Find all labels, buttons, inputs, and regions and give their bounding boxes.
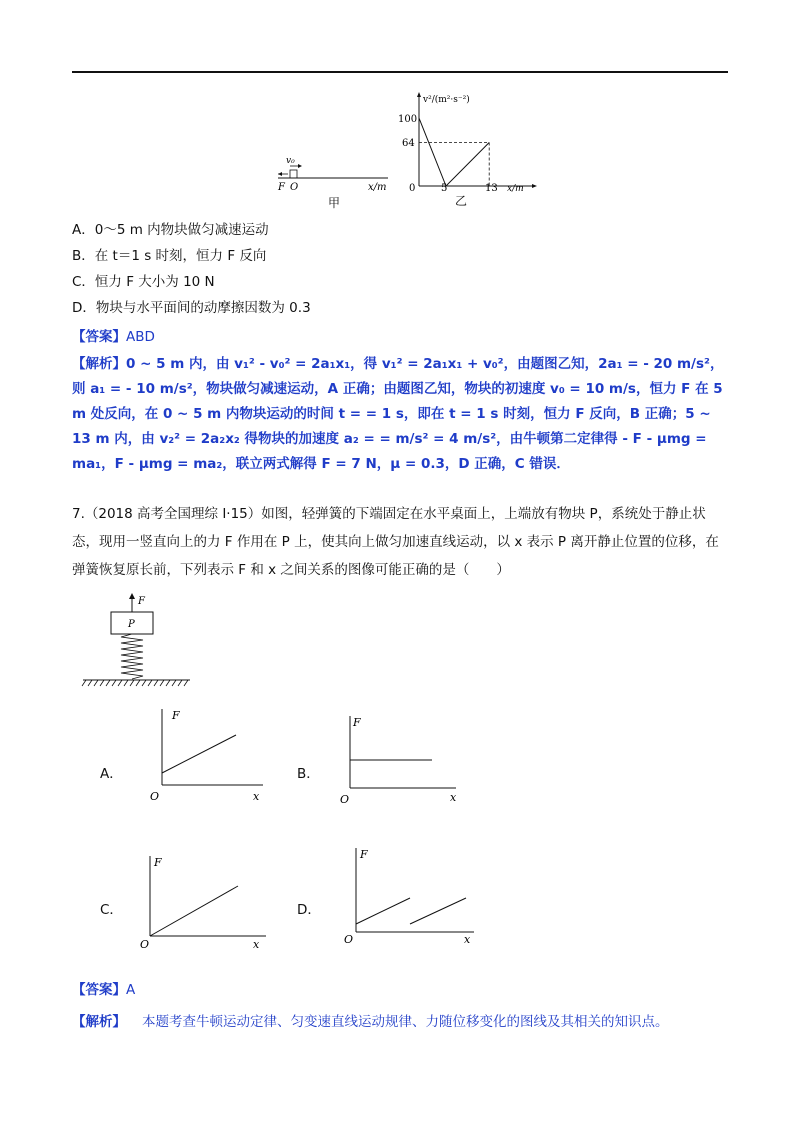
tick-100: 100 xyxy=(398,114,418,125)
velocity-label: v₀ xyxy=(286,156,295,166)
x-label: x xyxy=(253,790,260,803)
option-d: D．物块与水平面间的动摩擦因数为 0.3 xyxy=(72,300,311,316)
graph-d-letter: D． xyxy=(297,902,321,918)
tick-0: 0 xyxy=(409,183,416,194)
origin-label: O xyxy=(140,938,150,951)
graph-a-letter: A． xyxy=(100,766,123,782)
graph-c xyxy=(138,852,273,956)
option-b: B．在 t＝1 s 时刻，恒力 F 反向 xyxy=(72,248,267,264)
graph-b-letter: B． xyxy=(297,766,320,782)
y-axis-label: v²/(m²·s⁻²) xyxy=(423,95,470,105)
analysis-tag: 【解析】 xyxy=(72,1014,126,1030)
x-label: x xyxy=(450,791,457,804)
graph-b xyxy=(336,712,461,811)
origin-label: O xyxy=(150,790,160,803)
option-a: A．0～5 m 内物块做匀减速运动 xyxy=(72,222,269,238)
spring-figure xyxy=(78,590,198,694)
figure-jia-caption: 甲 xyxy=(328,196,341,210)
force-label: F xyxy=(278,182,285,193)
q6-analysis xyxy=(72,352,732,477)
graph-d xyxy=(342,842,482,951)
v2-x-line xyxy=(419,118,489,186)
graph-a xyxy=(148,705,273,809)
y-label: F xyxy=(154,856,162,869)
x-axis-label: x/m xyxy=(368,182,387,193)
tick-64: 64 xyxy=(402,138,415,149)
analysis-tag: 【解析】 xyxy=(72,356,126,372)
origin-label: O xyxy=(290,182,299,193)
answer-tag: 【答案】 xyxy=(72,329,126,345)
origin-label: O xyxy=(344,933,354,946)
figure-yi xyxy=(395,88,545,208)
figure-jia xyxy=(270,150,400,214)
force-label: F xyxy=(138,596,145,607)
q6-answer xyxy=(72,327,155,347)
question-7: 7.（2018 高考全国理综 I·15）如图，轻弹簧的下端固定在水平桌面上，上端放有物块 P，系统处于静止状态，现用一竖直向上的力 F 作用在 P 上，使其向上做匀加速直线运动，以 x 表示 P 离开静止位置的位移，在弹簧恢复原长前，下列表示 F 和 x 之间关系的图像可能正确的是（ ） xyxy=(72,506,719,578)
y-label: F xyxy=(172,709,180,722)
answer-tag: 【答案】 xyxy=(72,982,126,998)
figure-yi-caption: 乙 xyxy=(455,194,468,208)
tick-13: 13 xyxy=(485,183,498,194)
x-label: x xyxy=(253,938,260,951)
answer-value: A xyxy=(126,982,136,998)
tick-5: 5 xyxy=(441,183,448,194)
analysis-text: 0 ~ 5 m 内，由 v₁² - v₀² = 2a₁x₁，得 v₁² = 2a₁x₁ + v₀²，由题图乙知，2a₁ = - 20 m/s²，则 a₁ = - 10 m/s²，物块做匀减速运动，A 正确；由题图乙知，物块的初速度 v₀ = 10 m/s，恒力 F 在 5 m 处反向，在 0 ~ 5 m 内物块运动的时间 t = = 1 s，即在 t = 1 s 时刻，恒力 F 反向，B 正确；5 ~ 13 m 内，由 v₂² = 2a₂x₂ 得物块的加速度 a₂ = = m/s² = 4 m/s²，由牛顿第二定律得 - F - μmg = ma₁，F - μmg = ma₂，联立两式解得 F = 7 N，μ = 0.3，D 正确，C 错误． xyxy=(72,356,724,472)
y-label: F xyxy=(360,848,368,861)
q7-answer xyxy=(72,980,135,1000)
x-label: x xyxy=(464,933,471,946)
y-label: F xyxy=(353,716,361,729)
header-rule xyxy=(72,71,728,73)
option-c: C．恒力 F 大小为 10 N xyxy=(72,274,215,290)
graph-c-letter: C． xyxy=(100,902,123,918)
block-label: P xyxy=(128,619,135,630)
origin-label: O xyxy=(340,793,350,806)
x-axis-label: x/m xyxy=(507,184,524,194)
q7-analysis xyxy=(72,1012,669,1032)
answer-value: ABD xyxy=(126,329,155,345)
analysis-text: 本题考查牛顿运动定律、匀变速直线运动规律、力随位移变化的图线及其相关的知识点。 xyxy=(142,1014,669,1030)
